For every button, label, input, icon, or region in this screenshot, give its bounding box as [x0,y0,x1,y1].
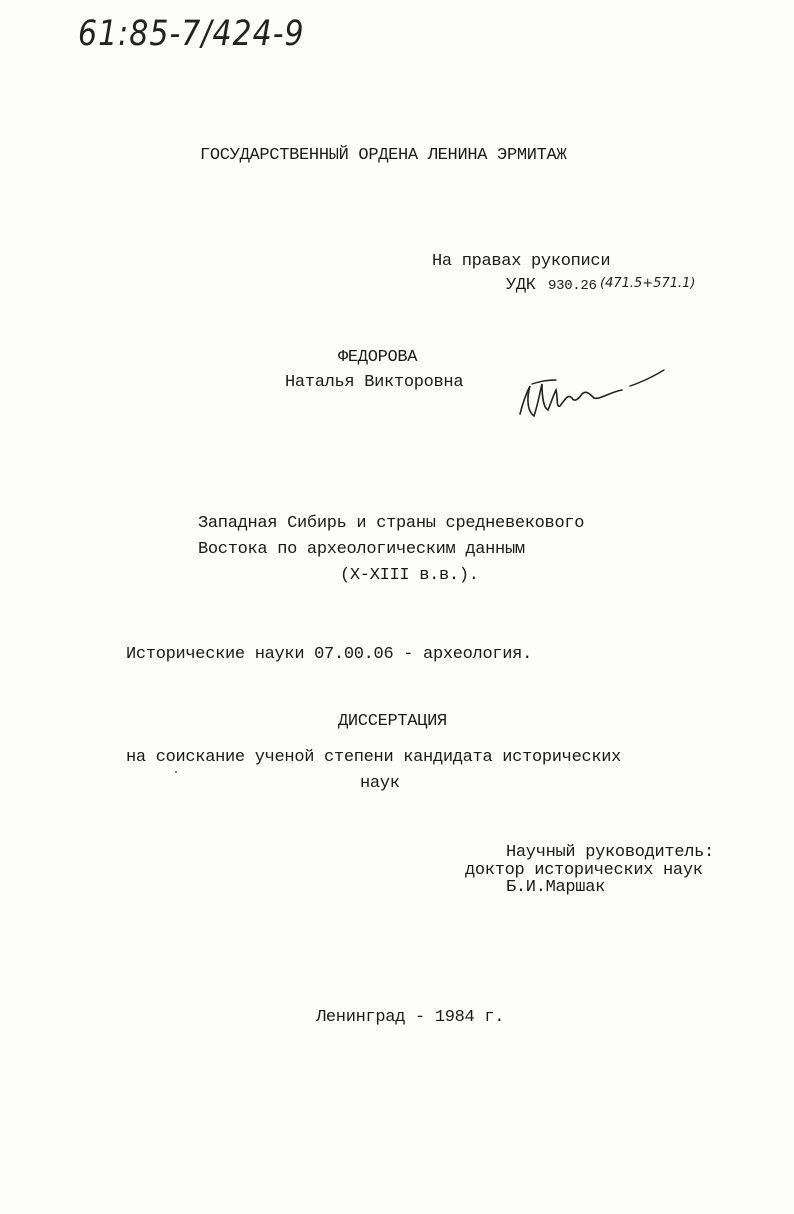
author-surname: ФЕДОРОВА [338,348,418,367]
title-line-3: (X-XIII в.в.). [340,566,479,585]
udk-handwritten: (471.5+571.1) [600,276,696,291]
udk-label: УДК [506,276,536,295]
specialty: Исторические науки 07.00.06 - археология. [126,645,532,664]
manuscript-rights: На правах рукописи [432,252,611,271]
title-line-1: Западная Сибирь и страны средневекового [198,514,585,533]
supervisor-degree: доктор исторических наук [465,861,703,880]
place-year: Ленинград - 1984 г. [316,1008,505,1027]
supervisor-label: Научный руководитель: [506,843,714,862]
title-line-2: Востока по археологическим данным [198,540,525,559]
dissertation-line-2: наук [360,774,400,793]
institution-name: ГОСУДАРСТВЕННЫЙ ОРДЕНА ЛЕНИНА ЭРМИТАЖ [200,146,567,165]
dissertation-line-1: на соискание ученой степени кандидата исторических [126,748,622,767]
supervisor-name: Б.И.Маршак [506,878,606,897]
archive-number: 61:85-7/424-9 [78,14,305,55]
author-given-names: Наталья Викторовна [285,373,464,392]
author-signature [512,364,672,428]
paper-speck [175,771,177,773]
udk-code: 930.26 [548,278,597,294]
dissertation-heading: ДИССЕРТАЦИЯ [338,712,447,731]
